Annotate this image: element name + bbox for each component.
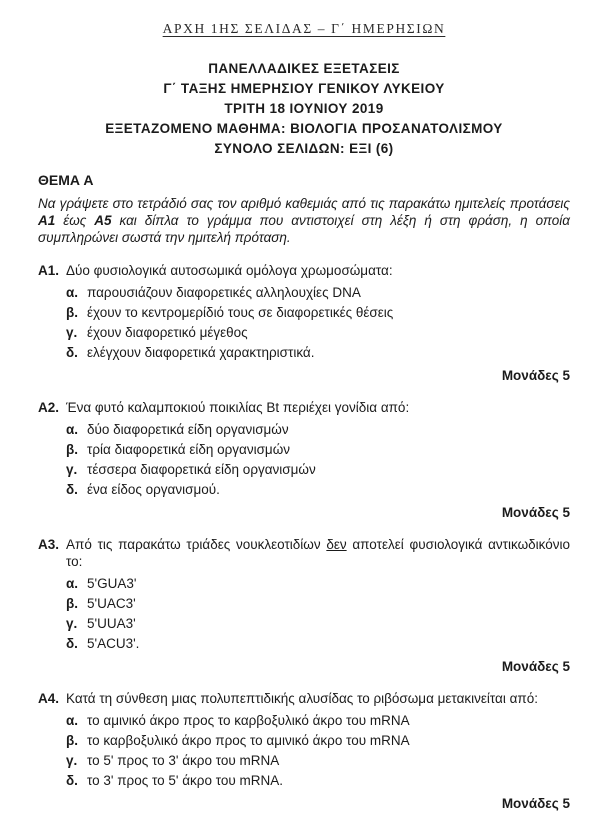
stem-segment: δεν: [326, 537, 347, 552]
intro-paragraph: [38, 195, 570, 246]
question-options: [38, 574, 570, 654]
option-text: το καρβοξυλικό άκρο προς το αμινικό άκρο του mRNA: [87, 733, 410, 748]
question-block: [38, 262, 570, 383]
option-row: [66, 574, 570, 594]
option-letter: γ.: [66, 325, 78, 340]
theme-heading: ΘΕΜΑ Α: [38, 172, 94, 188]
question-options: [38, 711, 570, 791]
question-options: [38, 283, 570, 363]
option-text: 5'UUA3': [87, 616, 136, 631]
option-row: [66, 420, 570, 440]
question-stem: [66, 399, 570, 416]
option-letter: δ.: [66, 773, 78, 788]
option-letter: δ.: [66, 345, 78, 360]
title-line-grade: Γ΄ ΤΑΞΗΣ ΗΜΕΡΗΣΙΟΥ ΓΕΝΙΚΟΥ ΛΥΚΕΙΟΥ: [163, 81, 445, 96]
option-letter: β.: [66, 305, 78, 320]
option-text: δύο διαφορετικά είδη οργανισμών: [87, 422, 289, 437]
option-text: το 3' προς το 5' άκρο του mRNA.: [87, 773, 284, 788]
option-text: το 5' προς το 3' άκρο του mRNA: [87, 753, 280, 768]
title-block: [38, 59, 570, 159]
stem-segment: Δύο φυσιολογικά αυτοσωμικά ομόλογα χρωμοσώματα:: [66, 263, 393, 278]
option-row: [66, 460, 570, 480]
option-letter: β.: [66, 442, 78, 457]
intro-segment: Α5: [94, 213, 112, 228]
option-row: [66, 634, 570, 654]
option-text: τέσσερα διαφορετικά είδη οργανισμών: [87, 462, 316, 477]
option-letter: γ.: [66, 616, 78, 631]
question-number: Α3.: [38, 537, 60, 552]
option-letter: γ.: [66, 462, 78, 477]
stem-segment: Από τις παρακάτω τριάδες νουκλεοτιδίων: [66, 537, 327, 552]
option-text: 5'ACU3'.: [87, 636, 140, 651]
stem-segment: Κατά τη σύνθεση μιας πολυπεπτιδικής αλυσίδας το ριβόσωμα μετακινείται από:: [66, 691, 538, 706]
question-number: Α4.: [38, 691, 60, 706]
question-number: Α1.: [38, 263, 60, 278]
option-row: [66, 711, 570, 731]
intro-segment: Να γράψετε στο τετράδιό σας τον αριθμό καθεμιάς από τις παρακάτω ημιτελείς προτάσεις: [38, 196, 570, 211]
question-stem: [66, 690, 570, 707]
option-text: έχουν το κεντρομερίδιό τους σε διαφορετικές θέσεις: [87, 305, 394, 320]
question-number: Α2.: [38, 400, 60, 415]
question-block: [38, 690, 570, 811]
option-letter: α.: [66, 713, 79, 728]
option-text: ένα είδος οργανισμού.: [87, 482, 220, 497]
option-text: τρία διαφορετικά είδη οργανισμών: [87, 442, 291, 457]
option-letter: α.: [66, 422, 79, 437]
title-line-pages: ΣΥΝΟΛΟ ΣΕΛΙΔΩΝ: ΕΞΙ (6): [214, 141, 394, 156]
option-row: [66, 343, 570, 363]
title-line-subject: ΕΞΕΤΑΖΟΜΕΝΟ ΜΑΘΗΜΑ: ΒΙΟΛΟΓΙΑ ΠΡΟΣΑΝΑΤΟΛΙΣΜΟΥ: [105, 121, 503, 136]
intro-segment: έως: [55, 213, 95, 228]
option-letter: δ.: [66, 636, 78, 651]
title-line-date: ΤΡΙΤΗ 18 ΙΟΥΝΙΟΥ 2019: [224, 101, 384, 116]
question-points: Μονάδες 5: [501, 368, 570, 383]
intro-segment: Α1: [38, 213, 56, 228]
stem-segment: αποτελεί φυσιολογικά αντικωδικόνιο το:: [66, 537, 570, 569]
option-text: 5'UAC3': [87, 596, 136, 611]
option-letter: γ.: [66, 753, 78, 768]
option-row: [66, 480, 570, 500]
option-letter: α.: [66, 576, 79, 591]
question-stem-row: [38, 536, 570, 570]
option-row: [66, 283, 570, 303]
option-letter: β.: [66, 733, 78, 748]
option-row: [66, 440, 570, 460]
option-letter: β.: [66, 596, 78, 611]
question-stem-row: [38, 262, 570, 279]
question-points: Μονάδες 5: [501, 659, 570, 674]
question-stem-row: [38, 399, 570, 416]
option-text: παρουσιάζουν διαφορετικές αλληλουχίες DNA: [87, 285, 361, 300]
option-row: [66, 594, 570, 614]
option-row: [66, 751, 570, 771]
option-text: ελέγχουν διαφορετικά χαρακτηριστικά.: [87, 345, 315, 360]
intro-segment: και δίπλα το γράμμα που αντιστοιχεί στη λέξη ή στη φράση, η οποία συμπληρώνει σωστά την ημιτελή πρόταση.: [38, 213, 570, 245]
question-block: [38, 536, 570, 674]
option-text: έχουν διαφορετικό μέγεθος: [87, 325, 248, 340]
question-options: [38, 420, 570, 500]
option-row: [66, 771, 570, 791]
question-block: [38, 399, 570, 520]
stem-segment: Ένα φυτό καλαμποκιού ποικιλίας Bt περιέχει γονίδια από:: [66, 400, 410, 415]
question-stem: [66, 536, 570, 570]
questions: [38, 262, 570, 811]
question-points: Μονάδες 5: [501, 505, 570, 520]
option-row: [66, 323, 570, 343]
option-text: το αμινικό άκρο προς το καρβοξυλικό άκρο του mRNA: [87, 713, 410, 728]
question-points: Μονάδες 5: [501, 796, 570, 811]
question-stem-row: [38, 690, 570, 707]
option-row: [66, 731, 570, 751]
option-text: 5'GUA3': [87, 576, 137, 591]
option-row: [66, 303, 570, 323]
question-stem: [66, 262, 570, 279]
option-letter: δ.: [66, 482, 78, 497]
title-line-exams: ΠΑΝΕΛΛΑΔΙΚΕΣ ΕΞΕΤΑΣΕΙΣ: [208, 61, 400, 76]
option-row: [66, 614, 570, 634]
page-header-text: ΑΡΧΗ 1ΗΣ ΣΕΛΙΔΑΣ – Γ΄ ΗΜΕΡΗΣΙΩΝ: [162, 21, 446, 36]
option-letter: α.: [66, 285, 79, 300]
page-header: [38, 21, 570, 37]
